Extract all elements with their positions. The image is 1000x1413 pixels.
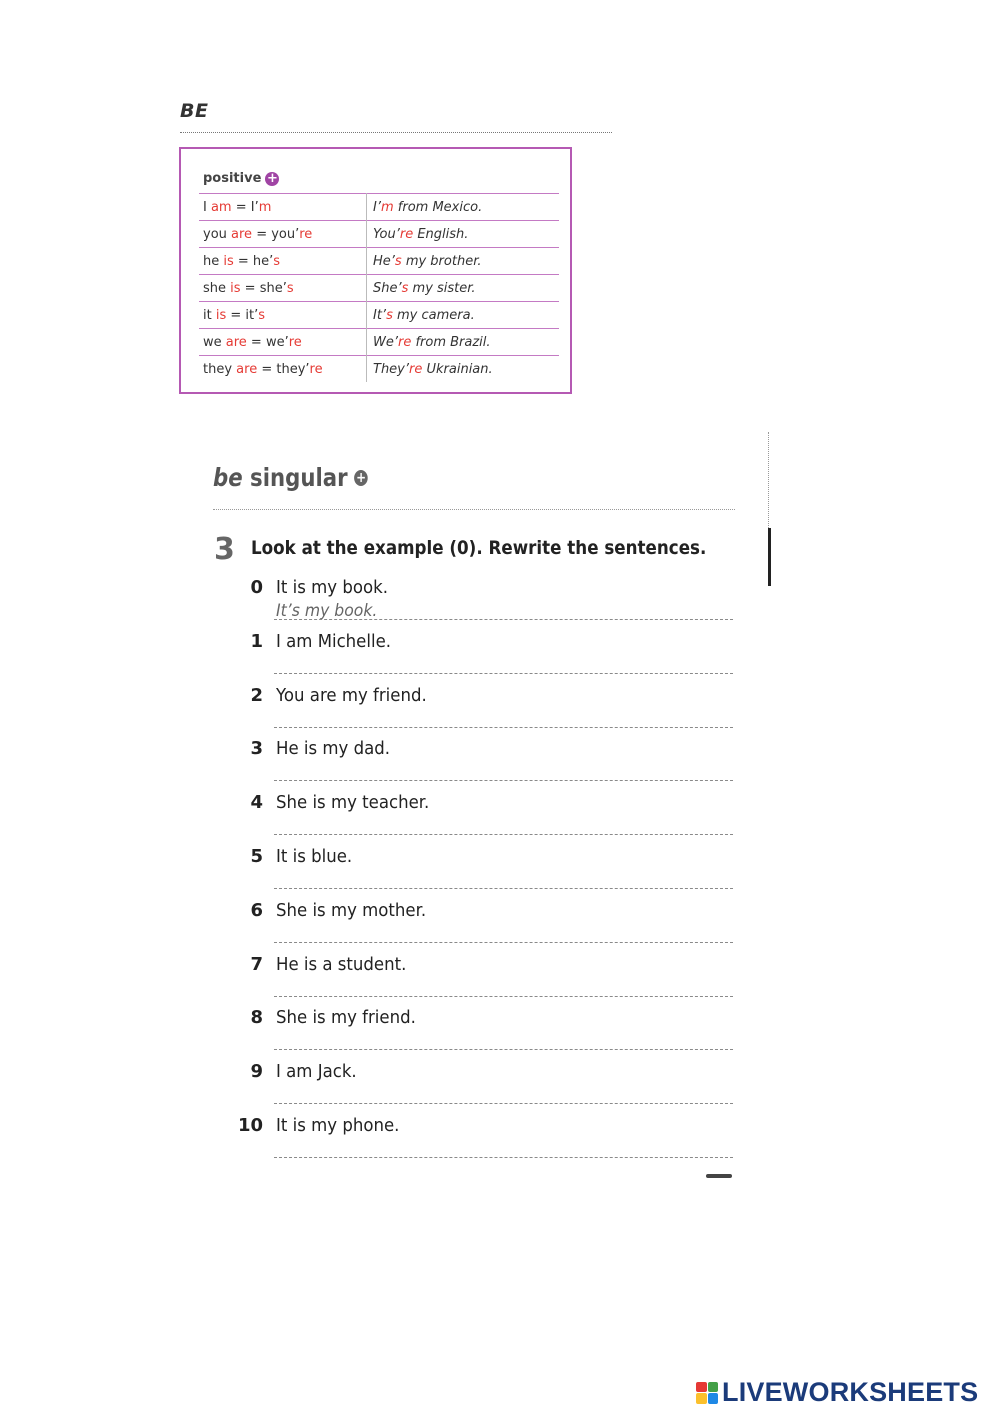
item-sentence: It is my phone. <box>276 1115 400 1136</box>
answer-line <box>274 1103 733 1104</box>
item-sentence: She is my mother. <box>276 900 427 921</box>
item-sentence: It is my book. <box>276 577 388 598</box>
highlight-text: s <box>273 253 281 269</box>
item-number: 6 <box>250 900 263 921</box>
plus-circle-icon: + <box>356 469 367 486</box>
answer-line <box>274 780 733 781</box>
margin-line <box>768 432 769 530</box>
answer-line <box>274 1157 733 1158</box>
text-segment: = he’ <box>233 253 274 269</box>
exercise-instruction: Look at the example (0). Rewrite the sentences. <box>251 537 707 559</box>
positive-title <box>203 171 279 186</box>
highlight-text: are <box>225 334 247 350</box>
highlight-text: is <box>223 253 234 269</box>
highlight-text: are <box>231 226 253 242</box>
item-number: 2 <box>250 685 263 706</box>
exercise-number: 3 <box>214 532 235 567</box>
brand-badge-icon <box>696 1382 718 1404</box>
positive-label: positive <box>203 171 262 186</box>
text-segment: = they’ <box>257 361 310 377</box>
text-segment: he <box>203 253 224 269</box>
item-sentence: She is my friend. <box>276 1007 416 1028</box>
text-segment: my sister. <box>408 280 476 296</box>
example-sentence <box>367 329 560 356</box>
text-segment: = it’ <box>226 307 259 323</box>
exercise-item <box>230 900 733 954</box>
item-number: 0 <box>250 577 263 598</box>
exercise-item <box>230 954 733 1008</box>
contraction-form <box>199 329 367 356</box>
text-segment: = you’ <box>252 226 300 242</box>
text-segment: I <box>203 199 211 215</box>
answer-line <box>274 834 733 835</box>
highlight-text: s <box>401 280 409 296</box>
text-segment: = we’ <box>246 334 289 350</box>
grammar-row <box>199 221 559 248</box>
item-number: 1 <box>250 631 263 652</box>
text-segment: We’ <box>373 334 398 350</box>
brand-name: LIVEWORKSHEETS <box>722 1377 979 1407</box>
grammar-row <box>199 194 559 221</box>
brand-logo <box>696 1377 978 1408</box>
item-number: 10 <box>237 1115 263 1136</box>
text-segment: my camera. <box>392 307 475 323</box>
answer-line <box>274 673 733 674</box>
section-title-be: be <box>213 463 243 492</box>
text-segment: = she’ <box>240 280 287 296</box>
text-segment: He’ <box>373 253 395 269</box>
item-sentence: You are my friend. <box>276 685 427 706</box>
grammar-row <box>199 248 559 275</box>
item-number: 4 <box>250 792 263 813</box>
item-sentence: She is my teacher. <box>276 792 430 813</box>
section-title <box>213 463 368 492</box>
highlight-text: s <box>286 280 294 296</box>
contraction-form <box>199 248 367 275</box>
item-number: 8 <box>250 1007 263 1028</box>
page-heading: BE <box>180 100 209 122</box>
text-segment: you <box>203 226 232 242</box>
item-sentence: I am Michelle. <box>276 631 392 652</box>
contraction-form <box>199 194 367 221</box>
highlight-text: m <box>258 199 272 215</box>
text-segment: I’ <box>373 199 381 215</box>
text-segment: She’ <box>373 280 402 296</box>
text-segment: from Brazil. <box>411 334 491 350</box>
text-segment: we <box>203 334 226 350</box>
answer-line <box>274 942 733 943</box>
text-segment: it <box>203 307 216 323</box>
grammar-row <box>199 329 559 356</box>
highlight-text: is <box>215 307 227 323</box>
text-segment: You’ <box>373 226 400 242</box>
badge-square <box>708 1382 719 1393</box>
grammar-row <box>199 356 559 383</box>
answer-line <box>274 888 733 889</box>
text-segment: from Mexico. <box>393 199 483 215</box>
example-sentence <box>367 275 560 302</box>
highlight-text: are <box>236 361 258 377</box>
example-sentence <box>367 221 560 248</box>
text-segment: they <box>203 361 237 377</box>
margin-bar <box>768 528 771 586</box>
section-title-rest: singular <box>250 463 348 492</box>
item-number: 9 <box>250 1061 263 1082</box>
highlight-text: re <box>288 334 302 350</box>
contraction-form <box>199 221 367 248</box>
text-segment: It’ <box>373 307 387 323</box>
exercise-item <box>230 846 733 900</box>
item-sentence: It is blue. <box>276 846 353 867</box>
exercise-item <box>230 1007 733 1061</box>
grammar-row <box>199 302 559 329</box>
exercise-item <box>230 631 733 685</box>
item-number: 3 <box>250 738 263 759</box>
highlight-text: re <box>309 361 323 377</box>
highlight-text: re <box>399 226 414 242</box>
badge-square <box>708 1393 719 1404</box>
answer-line <box>274 996 733 997</box>
contraction-form <box>199 356 367 383</box>
grammar-row <box>199 275 559 302</box>
item-number: 7 <box>250 954 263 975</box>
exercise-item <box>230 685 733 739</box>
text-segment: = I’ <box>231 199 259 215</box>
highlight-text: re <box>409 361 423 377</box>
item-sentence: He is my dad. <box>276 738 391 759</box>
exercise-item <box>230 577 733 631</box>
badge-square <box>696 1393 707 1404</box>
text-segment: Ukrainian. <box>422 361 493 377</box>
highlight-text: s <box>386 307 393 323</box>
answer-line <box>274 1049 733 1050</box>
example-sentence <box>367 302 560 329</box>
plus-circle-icon: + <box>266 170 278 186</box>
badge-square <box>696 1382 707 1393</box>
example-sentence <box>367 194 560 221</box>
answer-line <box>274 619 733 620</box>
text-segment: she <box>203 280 231 296</box>
item-sentence: I am Jack. <box>276 1061 357 1082</box>
grammar-table-box <box>179 147 572 394</box>
highlight-text: s <box>394 253 402 269</box>
grammar-table <box>199 193 559 382</box>
example-sentence <box>367 248 560 275</box>
text-segment: English. <box>413 226 469 242</box>
text-segment: my brother. <box>401 253 482 269</box>
heading-divider <box>180 132 612 133</box>
end-mark <box>706 1174 732 1178</box>
exercise-item <box>230 792 733 846</box>
highlight-text: m <box>380 199 394 215</box>
highlight-text: is <box>230 280 241 296</box>
highlight-text: s <box>258 307 266 323</box>
contraction-form <box>199 302 367 329</box>
exercise-item <box>230 1115 733 1169</box>
highlight-text: re <box>397 334 412 350</box>
exercise-item <box>230 1061 733 1115</box>
section-divider <box>213 509 735 510</box>
exercise-item <box>230 738 733 792</box>
example-sentence <box>367 356 560 383</box>
contraction-form <box>199 275 367 302</box>
item-number: 5 <box>250 846 263 867</box>
highlight-text: re <box>299 226 313 242</box>
highlight-text: am <box>210 199 232 215</box>
item-sentence: He is a student. <box>276 954 407 975</box>
answer-line <box>274 727 733 728</box>
text-segment: They’ <box>373 361 410 377</box>
answer-field[interactable]: It’s my book. <box>276 601 378 621</box>
